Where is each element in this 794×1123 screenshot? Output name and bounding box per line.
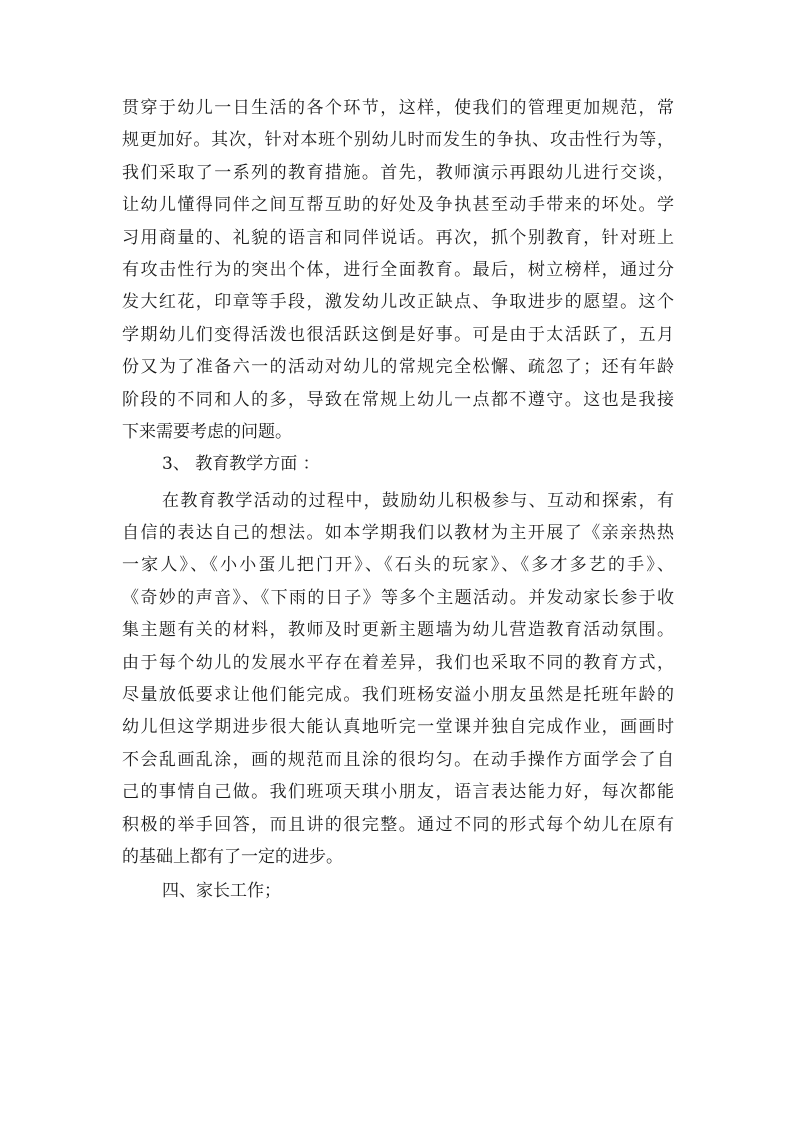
section-heading-parent-work: 四、家长工作； — [162, 881, 281, 902]
text-line: 一家人》、《小小蛋儿把门开》、《石头的玩家》、《多才多艺的手》、 — [122, 555, 674, 576]
text-line: 幼儿但这学期进步很大能认真地听完一堂课并独自完成作业，画画时 — [122, 717, 674, 738]
text-line: 让幼儿懂得同伴之间互帮互助的好处及争执甚至动手带来的坏处。学 — [122, 195, 674, 216]
text-line: 贯穿于幼儿一日生活的各个环节，这样，使我们的管理更加规范，常 — [122, 98, 674, 118]
text-line: 习用商量的、礼貌的语言和同伴说话。再次，抓个别教育，针对班上 — [122, 227, 674, 248]
document-body — [122, 92, 674, 908]
text-line: 学期幼儿们变得活泼也很活跃这倒是好事。可是由于太活跃了，五月 — [122, 324, 674, 345]
text-line: 的基础上都有了一定的进步。 — [122, 846, 343, 867]
text-line: 不会乱画乱涂，画的规范而且涂的很均匀。在动手操作方面学会了自 — [122, 749, 674, 770]
text-line: 有攻击性行为的突出个体，进行全面教育。最后，树立榜样，通过分 — [122, 259, 674, 280]
paragraph-class-routine — [122, 92, 674, 448]
text-line: 尽量放低要求让他们能完成。我们班杨安溢小朋友虽然是托班年龄的 — [122, 685, 674, 706]
text-line: 规更加好。其次，针对本班个别幼儿时而发生的争执、攻击性行为等， — [122, 130, 674, 151]
text-line: 发大红花，印章等手段，激发幼儿改正缺点、争取进步的愿望。这个 — [122, 292, 674, 313]
text-line: 阶段的不同和人的多，导致在常规上幼儿一点都不遵守。这也是我接 — [122, 389, 674, 410]
text-line: 积极的举手回答，而且讲的很完整。通过不同的形式每个幼儿在原有 — [122, 814, 674, 835]
text-line: 《奇妙的声音》、《下雨的日子》等多个主题活动。并发动家长参于收 — [122, 587, 674, 608]
text-line: 份又为了准备六一的活动对幼儿的常规完全松懈、疏忽了；还有年龄 — [122, 357, 674, 378]
text-line: 下来需要考虑的问题。 — [122, 421, 292, 442]
text-line: 自信的表达自己的想法。如本学期我们以教材为主开展了《亲亲热热 — [122, 523, 674, 544]
text-line: 我们采取了一系列的教育措施。首先，教师演示再跟幼儿进行交谈， — [122, 162, 674, 183]
text-line: 集主题有关的材料，教师及时更新主题墙为幼儿营造教育活动氛围。 — [122, 620, 674, 641]
section-heading-teaching: 3、 教育教学方面 ： — [162, 454, 320, 475]
text-line: 己的事情自己做。我们班项天琪小朋友，语言表达能力好，每次都能 — [122, 782, 674, 803]
text-line: 在教育教学活动的过程中，鼓励幼儿积极参与、互动和探索，有 — [162, 490, 674, 511]
text-line: 由于每个幼儿的发展水平存在着差异，我们也采取不同的教育方式， — [122, 652, 674, 673]
paragraph-teaching-activities — [122, 485, 674, 874]
